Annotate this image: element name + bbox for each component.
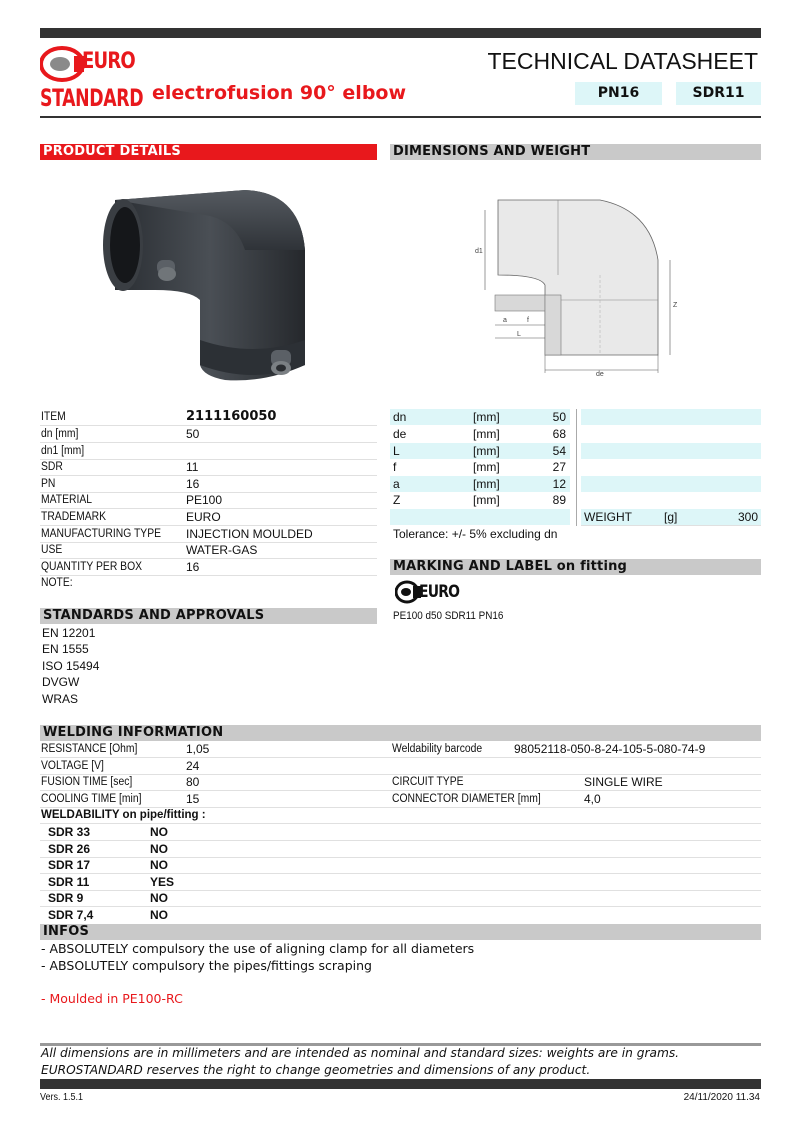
eurostandard-logo bbox=[40, 46, 144, 116]
table-row: ITEM 2111160050 bbox=[40, 409, 377, 426]
print-date: 24/11/2020 11.34 bbox=[683, 1092, 760, 1103]
info-line: - ABSOLUTELY compulsory the use of aligning clamp for all diameters bbox=[41, 941, 475, 956]
badge-sdr bbox=[676, 82, 761, 105]
marking-logo bbox=[395, 580, 467, 604]
tolerance-note: Tolerance: +/- 5% excluding dn bbox=[393, 527, 558, 541]
footer-note-2: EUROSTANDARD reserves the right to change geometries and dimensions of any product. bbox=[41, 1063, 591, 1077]
table-row: dn [mm] 50 bbox=[40, 426, 377, 443]
weight-row: WEIGHT [g] 300 bbox=[581, 509, 761, 526]
circuit-label: CIRCUIT TYPE bbox=[392, 776, 464, 788]
table-row: f [mm] 27 bbox=[390, 459, 570, 476]
column-divider bbox=[576, 409, 577, 526]
empty-cell bbox=[581, 443, 761, 459]
product-image bbox=[95, 180, 310, 385]
marking-label: PE100 d50 SDR11 PN16 bbox=[393, 610, 504, 622]
table-row: SDR 26 NO bbox=[40, 841, 761, 858]
table-row: MANUFACTURING TYPE INJECTION MOULDED bbox=[40, 526, 377, 543]
list-item: DVGW bbox=[42, 675, 80, 689]
bottom-bar bbox=[40, 1079, 761, 1089]
table-row: SDR 11 YES bbox=[40, 874, 761, 891]
table-row: MATERIAL PE100 bbox=[40, 492, 377, 509]
table-row: RESISTANCE [Ohm] 1,05 Weldability barcode 98052118-050-8-24-105-5-080-74-9 bbox=[40, 741, 761, 758]
badge-pn-text: PN16 bbox=[597, 85, 640, 101]
section-standards: STANDARDS AND APPROVALS bbox=[40, 608, 377, 624]
table-row: USE WATER-GAS bbox=[40, 542, 377, 559]
product-name: electrofusion 90° elbow bbox=[152, 82, 407, 104]
info-line: - ABSOLUTELY compulsory the pipes/fittings scraping bbox=[41, 958, 372, 973]
table-row: COOLING TIME [min] 15 CONNECTOR DIAMETER [mm] 4,0 bbox=[40, 791, 761, 808]
list-item: EN 1555 bbox=[42, 642, 89, 656]
connector-value: 4,0 bbox=[584, 792, 601, 806]
drawing-label-a: a bbox=[503, 317, 507, 324]
table-row: TRADEMARK EURO bbox=[40, 509, 377, 526]
table-row: Z [mm] 89 bbox=[390, 492, 570, 509]
weldability-title: WELDABILITY on pipe/fitting : bbox=[41, 809, 206, 821]
table-row: L [mm] 54 bbox=[390, 443, 570, 460]
table-row: FUSION TIME [sec] 80 CIRCUIT TYPE SINGLE WIRE bbox=[40, 774, 761, 791]
table-row: SDR 9 NO bbox=[40, 890, 761, 907]
circuit-value: SINGLE WIRE bbox=[584, 775, 663, 789]
info-line-red: - Moulded in PE100-RC bbox=[41, 991, 183, 1006]
table-row: SDR 7,4 NO bbox=[48, 908, 168, 922]
section-welding: WELDING INFORMATION bbox=[40, 725, 761, 741]
section-dimensions: DIMENSIONS AND WEIGHT bbox=[390, 144, 761, 160]
section-infos: INFOS bbox=[40, 924, 761, 940]
top-bar bbox=[40, 28, 761, 38]
empty-cell bbox=[390, 509, 570, 525]
table-row: dn [mm] 50 bbox=[390, 409, 570, 426]
badge-sdr-text: SDR11 bbox=[692, 85, 745, 101]
table-row: de [mm] 68 bbox=[390, 426, 570, 443]
empty-cell bbox=[581, 476, 761, 492]
item-code: 2111160050 bbox=[186, 409, 277, 424]
list-item: ISO 15494 bbox=[42, 659, 100, 673]
drawing-label-d1: d1 bbox=[475, 248, 483, 255]
drawing-label-z: Z bbox=[673, 302, 678, 309]
table-row: SDR 11 bbox=[40, 459, 377, 476]
barcode-label: Weldability barcode bbox=[392, 743, 483, 755]
version: Vers. 1.5.1 bbox=[40, 1092, 84, 1103]
table-row: SDR 17 NO bbox=[40, 857, 761, 874]
table-row: a [mm] 12 bbox=[390, 476, 570, 493]
doc-title: TECHNICAL DATASHEET bbox=[487, 48, 758, 74]
table-row: NOTE: bbox=[41, 577, 73, 589]
table-row: VOLTAGE [V] 24 bbox=[40, 758, 761, 775]
section-product-details: PRODUCT DETAILS bbox=[40, 144, 377, 160]
header-divider bbox=[40, 116, 761, 118]
drawing-label-de: de bbox=[596, 371, 604, 378]
footer-note-1: All dimensions are in millimeters and are intended as nominal and standard sizes: weights are in grams. bbox=[41, 1046, 680, 1060]
badge-pn bbox=[575, 82, 662, 105]
list-item: WRAS bbox=[42, 692, 78, 706]
table-row: QUANTITY PER BOX 16 bbox=[40, 559, 377, 576]
weldability-title-row bbox=[40, 807, 761, 824]
barcode-value: 98052118-050-8-24-105-5-080-74-9 bbox=[514, 742, 706, 756]
connector-label: CONNECTOR DIAMETER [mm] bbox=[392, 793, 541, 805]
table-row: PN 16 bbox=[40, 476, 377, 493]
drawing-label-f: f bbox=[527, 317, 529, 324]
marking-logo-text: EURO bbox=[419, 582, 460, 602]
logo-text-top: EURO bbox=[82, 49, 135, 74]
table-row: SDR 33 NO bbox=[40, 824, 761, 841]
dimension-drawing bbox=[470, 190, 710, 380]
table-row: dn1 [mm] bbox=[40, 443, 377, 460]
section-marking: MARKING AND LABEL on fitting bbox=[390, 559, 761, 575]
list-item: EN 12201 bbox=[42, 626, 96, 640]
empty-cell bbox=[581, 409, 761, 425]
drawing-label-l: L bbox=[517, 331, 521, 338]
logo-text-bottom: STANDARD bbox=[40, 84, 144, 112]
